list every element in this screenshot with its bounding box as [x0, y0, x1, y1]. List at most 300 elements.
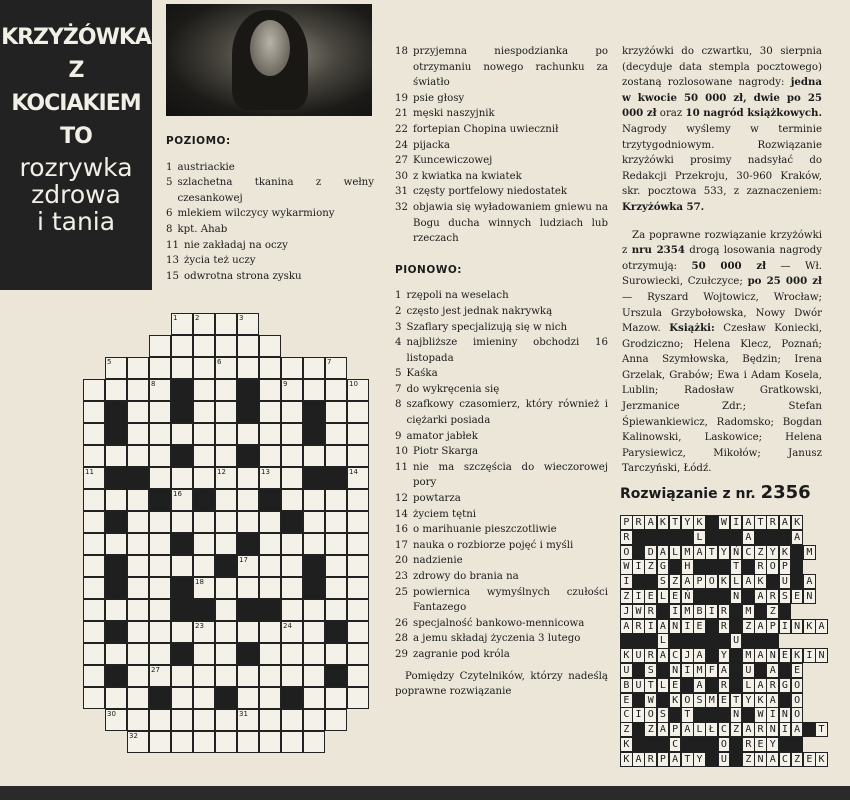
crossword-cell[interactable] — [215, 533, 237, 555]
crossword-cell[interactable] — [127, 709, 149, 731]
solution-cell: G — [657, 559, 670, 574]
crossword-block — [171, 533, 193, 555]
crossword-cell[interactable] — [325, 577, 347, 599]
crossword-block — [259, 489, 281, 511]
clue-item — [395, 122, 608, 138]
clue-number: 28 — [395, 633, 408, 645]
solution-cell: E — [803, 752, 816, 767]
crossword-cell[interactable] — [281, 709, 303, 731]
crossword-cell[interactable] — [347, 423, 369, 445]
crossword-block — [149, 687, 171, 709]
crossword-cell[interactable] — [83, 467, 105, 489]
solution-cell: T — [754, 515, 767, 530]
solution-cell: I — [644, 619, 657, 634]
crossword-cell[interactable] — [171, 489, 193, 511]
solution-cell: K — [718, 574, 731, 589]
crossword-cell[interactable] — [127, 599, 149, 621]
crossword-cell[interactable] — [325, 423, 347, 445]
solution-cell: E — [754, 737, 767, 752]
crossword-cell[interactable] — [303, 621, 325, 643]
crossword-cell[interactable] — [171, 665, 193, 687]
crossword-cell[interactable] — [83, 533, 105, 555]
crossword-cell[interactable] — [237, 687, 259, 709]
clue-item — [395, 553, 608, 569]
crossword-cell[interactable] — [127, 489, 149, 511]
crossword-cell[interactable] — [259, 445, 281, 467]
clue-item — [395, 169, 608, 185]
crossword-cell[interactable] — [325, 511, 347, 533]
crossword-cell[interactable] — [237, 489, 259, 511]
poziomo-section — [166, 134, 374, 284]
solution-cell: R — [742, 737, 755, 752]
crossword-cell[interactable] — [347, 533, 369, 555]
crossword-cell[interactable] — [193, 379, 215, 401]
crossword-cell[interactable] — [193, 555, 215, 577]
crossword-cell[interactable] — [325, 357, 347, 379]
cell-number: 18 — [195, 578, 204, 586]
crossword-cell[interactable] — [303, 709, 325, 731]
crossword-cell[interactable] — [149, 467, 171, 489]
solution-cell: O — [766, 559, 779, 574]
crossword-cell[interactable] — [347, 643, 369, 665]
crossword-cell[interactable] — [83, 555, 105, 577]
solution-cell: T — [681, 707, 694, 722]
solution-cell: Z — [730, 722, 743, 737]
solution-cell: M — [742, 604, 755, 619]
crossword-cell[interactable] — [303, 357, 325, 379]
cell-number: 3 — [239, 314, 244, 322]
crossword-cell[interactable] — [347, 577, 369, 599]
crossword-cell[interactable] — [83, 665, 105, 687]
solution-cell: T — [815, 722, 828, 737]
crossword-cell[interactable] — [347, 467, 369, 489]
solution-cell: P — [779, 559, 792, 574]
crossword-cell[interactable] — [303, 445, 325, 467]
crossword-cell[interactable] — [127, 621, 149, 643]
crossword-cell[interactable] — [193, 731, 215, 753]
crossword-cell[interactable] — [149, 643, 171, 665]
clue-number: 4 — [395, 337, 402, 349]
solution-block — [681, 678, 694, 693]
crossword-cell[interactable] — [171, 357, 193, 379]
crossword-cell[interactable] — [281, 401, 303, 423]
solution-cell: J — [681, 648, 694, 663]
crossword-cell[interactable] — [149, 445, 171, 467]
crossword-cell[interactable] — [193, 665, 215, 687]
crossword-cell[interactable] — [171, 621, 193, 643]
crossword-cell[interactable] — [105, 445, 127, 467]
clue-number: 3 — [395, 321, 402, 333]
solution-cell: A — [742, 722, 755, 737]
solution-block — [742, 707, 755, 722]
solution-cell: K — [620, 752, 633, 767]
crossword-cell[interactable] — [347, 511, 369, 533]
crossword-cell[interactable] — [83, 423, 105, 445]
crossword-cell[interactable] — [193, 423, 215, 445]
crossword-cell[interactable] — [193, 401, 215, 423]
crossword-cell[interactable] — [149, 599, 171, 621]
crossword-cell[interactable] — [303, 665, 325, 687]
crossword-cell[interactable] — [149, 423, 171, 445]
solution-cell: S — [657, 707, 670, 722]
crossword-cell[interactable] — [127, 357, 149, 379]
crossword-cell[interactable] — [325, 489, 347, 511]
clue-item — [395, 335, 608, 366]
crossword-cell[interactable] — [215, 731, 237, 753]
crossword-cell[interactable] — [281, 379, 303, 401]
solution-cell: S — [779, 589, 792, 604]
crossword-cell[interactable] — [149, 555, 171, 577]
crossword-cell[interactable] — [259, 709, 281, 731]
crossword-cell[interactable] — [149, 621, 171, 643]
clue-text: Piotr Skarga — [412, 446, 479, 458]
crossword-cell[interactable] — [347, 379, 369, 401]
crossword-cell[interactable] — [105, 533, 127, 555]
solution-cell: A — [620, 619, 633, 634]
crossword-cell[interactable] — [259, 555, 281, 577]
crossword-cell[interactable] — [347, 687, 369, 709]
crossword-cell[interactable] — [303, 687, 325, 709]
middle-column — [395, 44, 608, 700]
crossword-cell[interactable] — [237, 577, 259, 599]
crossword-cell[interactable] — [83, 379, 105, 401]
crossword-cell[interactable] — [325, 445, 347, 467]
crossword-block — [193, 489, 215, 511]
crossword-cell[interactable] — [127, 665, 149, 687]
crossword-cell[interactable] — [303, 599, 325, 621]
clue-number: 11 — [166, 239, 179, 251]
crossword-cell[interactable] — [171, 423, 193, 445]
crossword-cell[interactable] — [281, 467, 303, 489]
crossword-cell[interactable] — [215, 489, 237, 511]
crossword-cell[interactable] — [171, 709, 193, 731]
crossword-cell[interactable] — [259, 621, 281, 643]
solution-cell: U — [620, 663, 633, 678]
crossword-cell[interactable] — [83, 687, 105, 709]
crossword-cell[interactable] — [149, 577, 171, 599]
crossword-cell[interactable] — [171, 511, 193, 533]
clue-text: powtarza — [412, 493, 461, 505]
solution-cell: K — [657, 515, 670, 530]
solution-cell: B — [693, 604, 706, 619]
crossword-cell[interactable] — [215, 445, 237, 467]
crossword-cell[interactable] — [237, 709, 259, 731]
crossword-cell[interactable] — [347, 621, 369, 643]
crossword-cell[interactable] — [259, 467, 281, 489]
crossword-cell[interactable] — [259, 357, 281, 379]
solution-block — [730, 678, 743, 693]
crossword-cell[interactable] — [259, 731, 281, 753]
crossword-cell[interactable] — [281, 423, 303, 445]
crossword-block — [237, 445, 259, 467]
crossword-cell[interactable] — [215, 313, 237, 335]
solution-cell: I — [681, 663, 694, 678]
crossword-cell[interactable] — [237, 621, 259, 643]
crossword-cell[interactable] — [259, 533, 281, 555]
crossword-cell[interactable] — [149, 665, 171, 687]
clue-number: 17 — [395, 539, 408, 551]
crossword-cell[interactable] — [237, 665, 259, 687]
crossword-cell[interactable] — [149, 335, 171, 357]
clue-number: 27 — [395, 155, 408, 167]
crossword-cell[interactable] — [281, 555, 303, 577]
crossword-cell[interactable] — [347, 445, 369, 467]
crossword-cell[interactable] — [259, 511, 281, 533]
title-block — [0, 0, 152, 290]
crossword-cell[interactable] — [171, 467, 193, 489]
crossword-cell[interactable] — [215, 357, 237, 379]
crossword-cell[interactable] — [215, 643, 237, 665]
crossword-cell[interactable] — [325, 555, 347, 577]
crossword-cell[interactable] — [281, 357, 303, 379]
crossword-cell[interactable] — [193, 577, 215, 599]
solution-grid — [620, 515, 830, 785]
clue-number: 24 — [395, 139, 408, 151]
clue-number: 10 — [395, 446, 408, 458]
crossword-cell[interactable] — [281, 731, 303, 753]
crossword-cell[interactable] — [347, 489, 369, 511]
crossword-cell[interactable] — [259, 335, 281, 357]
crossword-cell[interactable] — [325, 599, 347, 621]
crossword-cell[interactable] — [83, 445, 105, 467]
cell-number: 23 — [195, 622, 204, 630]
crossword-cell[interactable] — [127, 555, 149, 577]
crossword-cell[interactable] — [127, 577, 149, 599]
crossword-cell[interactable] — [193, 643, 215, 665]
crossword-cell[interactable] — [105, 379, 127, 401]
crossword-cell[interactable] — [105, 709, 127, 731]
crossword-cell[interactable] — [215, 379, 237, 401]
crossword-cell[interactable] — [237, 335, 259, 357]
solution-block — [705, 633, 718, 648]
crossword-cell[interactable] — [347, 401, 369, 423]
clue-number: 18 — [395, 46, 408, 57]
crossword-block — [281, 511, 303, 533]
crossword-cell[interactable] — [127, 643, 149, 665]
solution-cell: K — [754, 574, 767, 589]
crossword-cell[interactable] — [281, 599, 303, 621]
crossword-cell[interactable] — [171, 731, 193, 753]
face-shape — [250, 20, 290, 76]
crossword-block — [105, 577, 127, 599]
crossword-cell[interactable] — [193, 445, 215, 467]
solution-cell: P — [693, 574, 706, 589]
clue-text: specjalność bankowo-mennicowa — [412, 617, 585, 629]
crossword-cell[interactable] — [105, 357, 127, 379]
crossword-cell[interactable] — [259, 665, 281, 687]
crossword-cell[interactable] — [215, 599, 237, 621]
crossword-cell[interactable] — [83, 401, 105, 423]
cell-number: 6 — [217, 358, 222, 366]
crossword-cell[interactable] — [237, 555, 259, 577]
crossword-cell[interactable] — [281, 621, 303, 643]
crossword-cell[interactable] — [281, 643, 303, 665]
crossword-cell[interactable] — [193, 467, 215, 489]
crossword-cell[interactable] — [281, 665, 303, 687]
crossword-cell[interactable] — [83, 577, 105, 599]
crossword-cell[interactable] — [193, 357, 215, 379]
crossword-cell[interactable] — [281, 489, 303, 511]
crossword-cell[interactable] — [83, 511, 105, 533]
crossword-cell[interactable] — [193, 335, 215, 357]
solution-block — [644, 574, 657, 589]
clue-text: o marihuanie pieszczotliwie — [412, 524, 557, 536]
title-line-7: i tania — [36, 207, 116, 236]
crossword-cell[interactable] — [259, 643, 281, 665]
crossword-cell[interactable] — [259, 687, 281, 709]
crossword-cell[interactable] — [149, 731, 171, 753]
crossword-cell[interactable] — [193, 511, 215, 533]
solution-cell: D — [644, 545, 657, 560]
solution-block — [754, 530, 767, 545]
clue-item — [166, 175, 374, 206]
crossword-cell[interactable] — [193, 533, 215, 555]
crossword-cell[interactable] — [237, 357, 259, 379]
crossword-cell[interactable] — [193, 709, 215, 731]
crossword-cell[interactable] — [347, 599, 369, 621]
clue-text: Kaśka — [406, 368, 438, 380]
crossword-cell[interactable] — [171, 335, 193, 357]
crossword-cell[interactable] — [303, 731, 325, 753]
cell-number: 1 — [173, 314, 178, 322]
crossword-cell[interactable] — [259, 423, 281, 445]
solution-cell: H — [681, 559, 694, 574]
crossword-cell[interactable] — [149, 511, 171, 533]
crossword-cell[interactable] — [105, 489, 127, 511]
crossword-cell[interactable] — [325, 643, 347, 665]
solution-cell: K — [620, 737, 633, 752]
crossword-cell[interactable] — [325, 401, 347, 423]
crossword-cell[interactable] — [105, 687, 127, 709]
solution-cell: K — [693, 515, 706, 530]
solution-block — [779, 737, 792, 752]
solution-cell: O — [705, 574, 718, 589]
solution-block — [705, 559, 718, 574]
solution-cell: A — [632, 752, 645, 767]
solution-block — [681, 530, 694, 545]
crossword-cell[interactable] — [281, 445, 303, 467]
solution-block — [657, 737, 670, 752]
cell-number: 8 — [151, 380, 156, 388]
crossword-cell[interactable] — [325, 533, 347, 555]
crossword-cell[interactable] — [171, 555, 193, 577]
crossword-cell[interactable] — [237, 313, 259, 335]
poziomo-clue-list-1 — [166, 160, 374, 285]
solution-cell: Z — [742, 619, 755, 634]
solution-cell: N — [730, 589, 743, 604]
crossword-cell[interactable] — [347, 665, 369, 687]
crossword-cell[interactable] — [127, 445, 149, 467]
crossword-cell[interactable] — [303, 489, 325, 511]
crossword-cell[interactable] — [259, 379, 281, 401]
crossword-cell[interactable] — [149, 709, 171, 731]
crossword-cell[interactable] — [149, 533, 171, 555]
crossword-block — [237, 379, 259, 401]
crossword-cell[interactable] — [303, 643, 325, 665]
clue-number: 5 — [395, 368, 402, 380]
crossword-cell[interactable] — [215, 577, 237, 599]
crossword-cell[interactable] — [215, 423, 237, 445]
crossword-cell[interactable] — [325, 709, 347, 731]
crossword-cell[interactable] — [127, 511, 149, 533]
crossword-cell[interactable] — [149, 357, 171, 379]
solution-block — [669, 559, 682, 574]
crossword-cell[interactable] — [105, 599, 127, 621]
clue-item — [395, 138, 608, 154]
crossword-cell[interactable] — [303, 533, 325, 555]
crossword-cell[interactable] — [237, 731, 259, 753]
solution-block — [730, 530, 743, 545]
crossword-cell[interactable] — [105, 643, 127, 665]
crossword-cell[interactable] — [149, 401, 171, 423]
clue-item — [395, 44, 608, 91]
crossword-cell[interactable] — [215, 401, 237, 423]
crossword-cell[interactable] — [215, 467, 237, 489]
crossword-cell[interactable] — [127, 423, 149, 445]
crossword-cell[interactable] — [215, 621, 237, 643]
crossword-cell[interactable] — [83, 489, 105, 511]
crossword-cell[interactable] — [325, 687, 347, 709]
solution-cell: A — [815, 619, 828, 634]
solution-cell: A — [718, 663, 731, 678]
crossword-block — [325, 467, 347, 489]
crossword-cell[interactable] — [347, 555, 369, 577]
solution-block — [681, 737, 694, 752]
crossword-block — [105, 621, 127, 643]
crossword-cell[interactable] — [215, 335, 237, 357]
crossword-cell[interactable] — [127, 731, 149, 753]
crossword-cell[interactable] — [127, 533, 149, 555]
crossword-block — [325, 621, 347, 643]
crossword-cell[interactable] — [193, 313, 215, 335]
solution-block — [718, 530, 731, 545]
crossword-cell[interactable] — [215, 709, 237, 731]
crossword-cell[interactable] — [127, 401, 149, 423]
crossword-cell[interactable] — [193, 621, 215, 643]
crossword-cell[interactable] — [237, 467, 259, 489]
crossword-cell[interactable] — [215, 665, 237, 687]
crossword-cell[interactable] — [127, 687, 149, 709]
solution-cell: P — [657, 752, 670, 767]
crossword-cell[interactable] — [171, 313, 193, 335]
clue-number: 29 — [395, 648, 408, 660]
crossword-cell[interactable] — [83, 599, 105, 621]
clue-item — [166, 269, 374, 285]
solution-cell: B — [620, 678, 633, 693]
crossword-cell[interactable] — [215, 511, 237, 533]
crossword-cell[interactable] — [83, 621, 105, 643]
crossword-cell[interactable] — [259, 577, 281, 599]
crossword-cell[interactable] — [171, 687, 193, 709]
solution-block — [779, 530, 792, 545]
crossword-cell[interactable] — [237, 423, 259, 445]
solution-cell: I — [766, 707, 779, 722]
crossword-cell[interactable] — [149, 379, 171, 401]
crossword-cell[interactable] — [281, 533, 303, 555]
crossword-cell[interactable] — [303, 511, 325, 533]
crossword-cell[interactable] — [127, 379, 149, 401]
crossword-cell[interactable] — [237, 511, 259, 533]
title-line-5: rozrywka — [19, 153, 133, 182]
crossword-cell[interactable] — [303, 379, 325, 401]
crossword-cell[interactable] — [259, 401, 281, 423]
portrait-photo — [166, 4, 372, 116]
crossword-cell[interactable] — [83, 643, 105, 665]
solution-cell: M — [681, 545, 694, 560]
crossword-cell[interactable] — [193, 687, 215, 709]
crossword-cell[interactable] — [281, 577, 303, 599]
crossword-cell[interactable] — [325, 379, 347, 401]
